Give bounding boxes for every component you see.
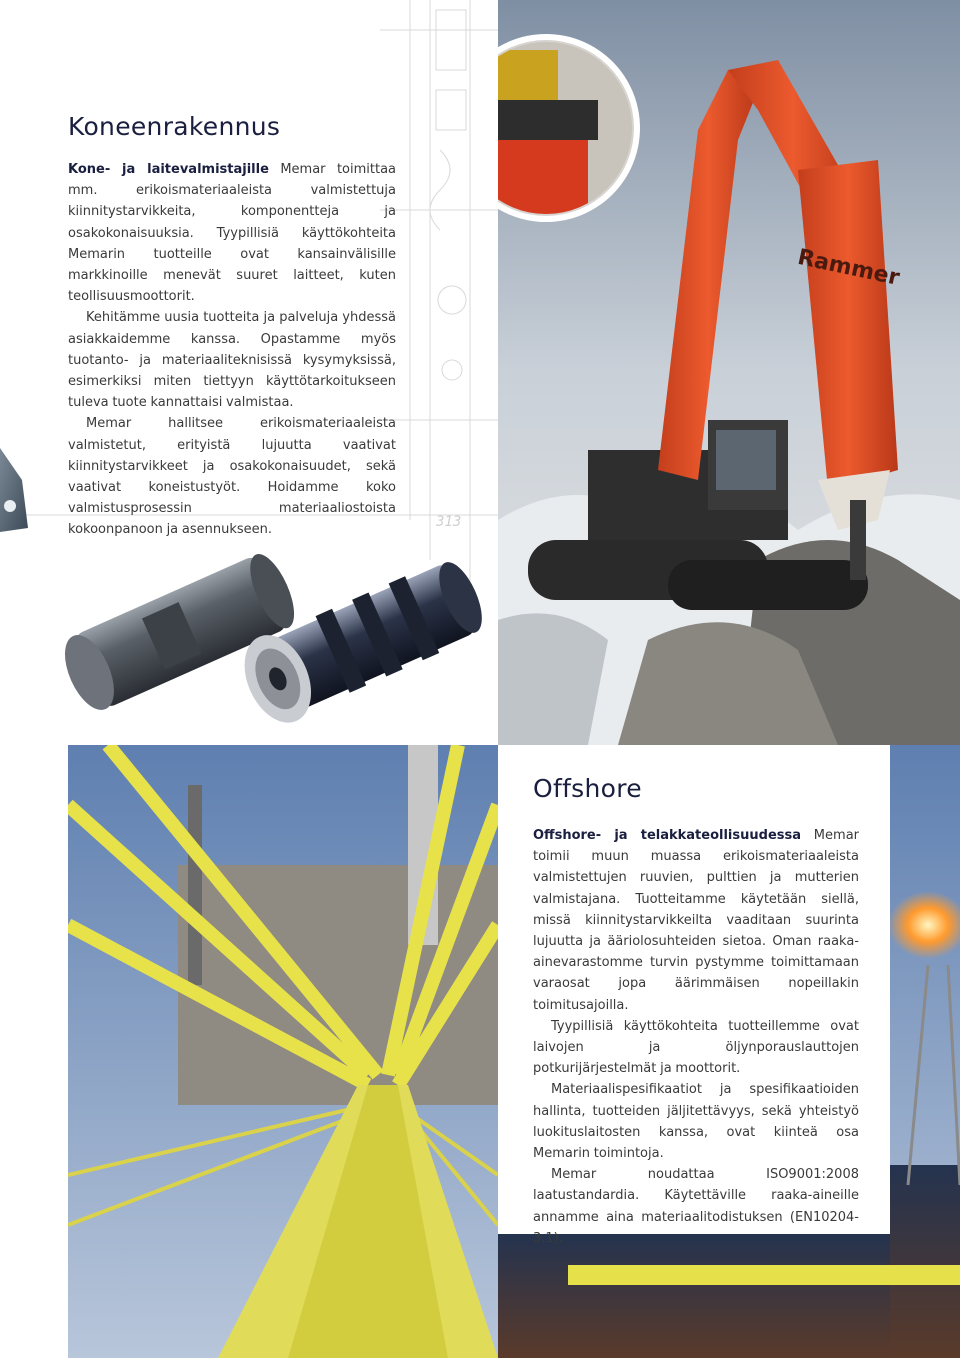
koneenrakennus-section — [68, 112, 396, 541]
steel-plate-fragment — [0, 440, 32, 540]
koneenrakennus-paragraph-1 — [68, 159, 396, 307]
offshore-paragraph-4: Memar noudattaa ISO9001:2008 laatustandardia. Käytettäville raaka-aineille annamme aina materiaalitodistuksen (EN10204-3.1). — [533, 1167, 859, 1246]
machined-pins-image — [40, 530, 490, 730]
excavator-with-rammer-photo — [498, 0, 960, 745]
koneenrakennus-lead: Kone- ja laitevalmistajille — [68, 162, 269, 177]
drawing-mark: 313 — [436, 514, 462, 530]
koneenrakennus-paragraph-3: Memar hallitsee erikoismateriaaleista valmistetut, erityistä lujuutta vaativat kiinnitystarvikkeet ja osakokonaisuudet, sekä vaativat koneistustyöt. Hoidamme koko valmistusprosessin materiaaliostoista kokoonpanoon ja asennukseen. — [68, 416, 396, 538]
koneenrakennus-heading: Koneenrakennus — [68, 112, 281, 141]
offshore-section — [533, 774, 859, 1249]
hammer-brand-label: Rammer — [795, 244, 902, 291]
offshore-paragraph-1-text: Memar toimii muun muassa erikoismateriaaleista valmistettujen ruuvien, pulttien ja mutterien valmistajana. Tuotteitamme käytetään siellä, missä kiinnitystarvikkeilta vaaditaan suurinta lujuutta ja ääriolosuhteiden sietoa. Oman raaka-ainevarastomme turvin pystymme toimittamaan varaosat jopa äärimmäisen nopeillakin toimitusajoilla. — [533, 828, 859, 1013]
offshore-body — [533, 825, 859, 1249]
koneenrakennus-paragraph-2: Kehitämme uusia tuotteita ja palveluja yhdessä asiakkaidemme kanssa. Opastamme myös tuotanto- ja materiaaliteknisissä kysymyksissä, esimerkiksi miten tiettyyn käyttötarkoitukseen tuleva tuote kannattaisi valmistaa. — [68, 310, 396, 411]
offshore-heading: Offshore — [533, 774, 642, 803]
offshore-paragraph-3: Materiaalispesifikaatiot ja spesifikaatioiden hallinta, tuotteiden jäljitettävyys, sekä yhteistyö luokituslaitosten kanssa, ovat kiinteä osa Memarin toimintoja. — [533, 1082, 859, 1162]
offshore-paragraph-1 — [533, 825, 859, 1016]
offshore-paragraph-2: Tyypillisiä käyttökohteita tuotteillemme ovat laivojen ja öljynporauslauttojen potkurijärjestelmät ja moottorit. — [533, 1018, 859, 1077]
koneenrakennus-paragraph-1-text: Memar toimittaa mm. erikoismateriaaleista valmistettuja kiinnitystarvikkeita, komponentteja ja osakokonaisuuksia. Tyypillisiä käyttökohteita Memarin tuotteille ovat kansainvälisille markkinoille menevät suuret laitteet, kuten teollisuusmoottorit. — [68, 162, 397, 305]
offshore-lead: Offshore- ja telakkateollisuudessa — [533, 828, 802, 843]
koneenrakennus-body — [68, 159, 396, 541]
